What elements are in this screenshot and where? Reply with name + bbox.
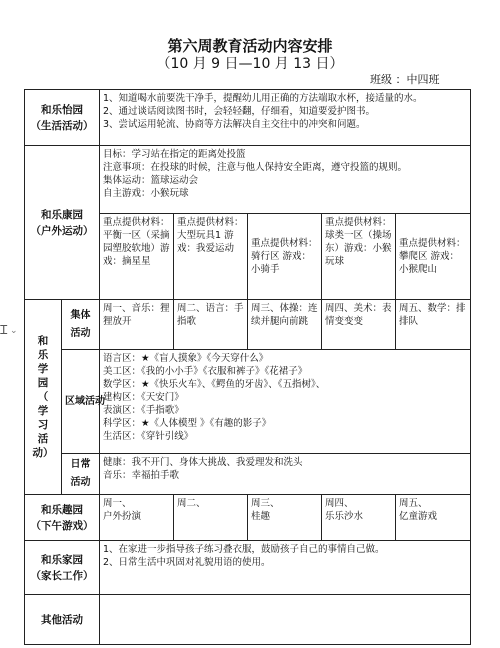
area-item: 表演区：《手指歌》 (103, 405, 184, 416)
area-item: 美工区：《我的小小手》《衣服和裤子》《花裙子》 (103, 366, 308, 377)
area-item: 生活区：《穿针引线》 (103, 431, 194, 442)
life-item: 1、知道喝水前要洗干净手，提醒幼儿用正确的方法端取水杯，接适量的水。 (103, 93, 423, 104)
collective-day-cell: 周五、数学：排排队 (396, 300, 471, 350)
outdoor-info (100, 146, 471, 214)
outdoor-note: 注意事项：在投球的时候，注意与他人保持安全距离，遵守投篮的规则。 (103, 162, 408, 173)
daily-item: 健康：我不开门、身体大挑战、我爱理发和洗头 (103, 457, 303, 468)
outdoor-day-cell: 重点提供材料：球类一区（操场东）游戏：小猴玩球 (322, 214, 396, 300)
outdoor-day-cell: 重点提供材料：大型玩具1 游戏：我爱运动 (174, 214, 248, 300)
learning-title: 和 乐 学 园 （ 学 习 活 动） (25, 300, 62, 495)
class-label: 班级 ：中四班 (370, 73, 440, 86)
life-title: 和乐怡园 （生活活动） (25, 90, 100, 146)
chevron-down-icon[interactable]: ⌄ (10, 326, 18, 336)
other-content (100, 595, 471, 645)
area-item: 科学区：★《人体模型 》《有趣的影子》 (103, 418, 272, 429)
collective-day-cell: 周三、体操：连续并腿向前跳 (248, 300, 322, 350)
outdoor-title: 和乐康园 （户外运动） (25, 146, 100, 300)
area-item: 建构区：《天安门》 (103, 392, 184, 403)
collective-label: 集体 活动 (62, 300, 100, 350)
row-learning-area (25, 350, 471, 454)
text-cursor-icon: Ꮖ (0, 323, 8, 337)
outdoor-day-cell: 重点提供材料：攀爬区 游戏：小猴爬山 (396, 214, 471, 300)
row-other (25, 595, 471, 645)
other-title: 其他活动 (25, 595, 100, 645)
home-content (100, 541, 471, 595)
home-item: 2、日常生活中巩固对礼貌用语的使用。 (103, 557, 271, 568)
area-label: 区域活动 (62, 350, 100, 454)
schedule-table (24, 89, 471, 645)
row-afternoon (25, 495, 471, 541)
afternoon-title: 和乐趣园 （下午游戏） (25, 495, 100, 541)
date-range: （10 月 9 日—10 月 13 日） (156, 56, 344, 72)
afternoon-day-cell: 周一、 户外扮演 (100, 495, 174, 541)
page-title: 第六周教育活动内容安排 (167, 37, 333, 55)
daily-label: 日常 活动 (62, 454, 100, 495)
afternoon-day-cell: 周四、 乐乐沙水 (322, 495, 396, 541)
outdoor-goal: 目标：学习站在指定的距离处投篮 (103, 149, 246, 160)
row-outdoor-info (25, 146, 471, 214)
row-learning-collective (25, 300, 471, 350)
life-item: 2、通过谈话阅读图书时，会轻轻翻，仔细看，知道要爱护图书。 (103, 106, 376, 117)
outdoor-group: 集体运动：篮球运动会 (103, 175, 199, 186)
row-life (25, 90, 471, 146)
afternoon-day-cell: 周二、 (174, 495, 248, 541)
afternoon-day-cell: 周五、 亿童游戏 (396, 495, 471, 541)
home-item: 1、在家进一步指导孩子练习叠衣服，鼓励孩子自己的事情自己做。 (103, 544, 385, 555)
daily-item: 音乐：幸福拍手歌 (103, 470, 180, 481)
home-title: 和乐家园 （家长工作） (25, 541, 100, 595)
collective-day-cell: 周四、美术：表情变变变 (322, 300, 396, 350)
row-home (25, 541, 471, 595)
collective-day-cell: 周一、音乐：狸狸放开 (100, 300, 174, 350)
life-content (100, 90, 471, 146)
collective-day-cell: 周二、语言：手指歌 (174, 300, 248, 350)
outdoor-free: 自主游戏：小猴玩球 (103, 188, 189, 199)
row-learning-daily (25, 454, 471, 495)
area-content (100, 350, 471, 454)
daily-content (100, 454, 471, 495)
afternoon-day-cell: 周三、 桂趣 (248, 495, 322, 541)
outdoor-day-cell: 重点提供材料：骑行区 游戏：小骑手 (248, 214, 322, 300)
life-item: 3、尝试运用轮流、协商等方法解决自主交往中的冲突和问题。 (103, 119, 366, 130)
outdoor-day-cell: 重点提供材料：平衡一区（采摘园塑胶软地）游戏：摘星星 (100, 214, 174, 300)
area-item: 语言区：★《盲人摸象》《今天穿什么》 (103, 353, 269, 364)
area-item: 数学区：★《快乐火车》、《鳄鱼的牙齿》、《五指树》、 (103, 379, 326, 390)
